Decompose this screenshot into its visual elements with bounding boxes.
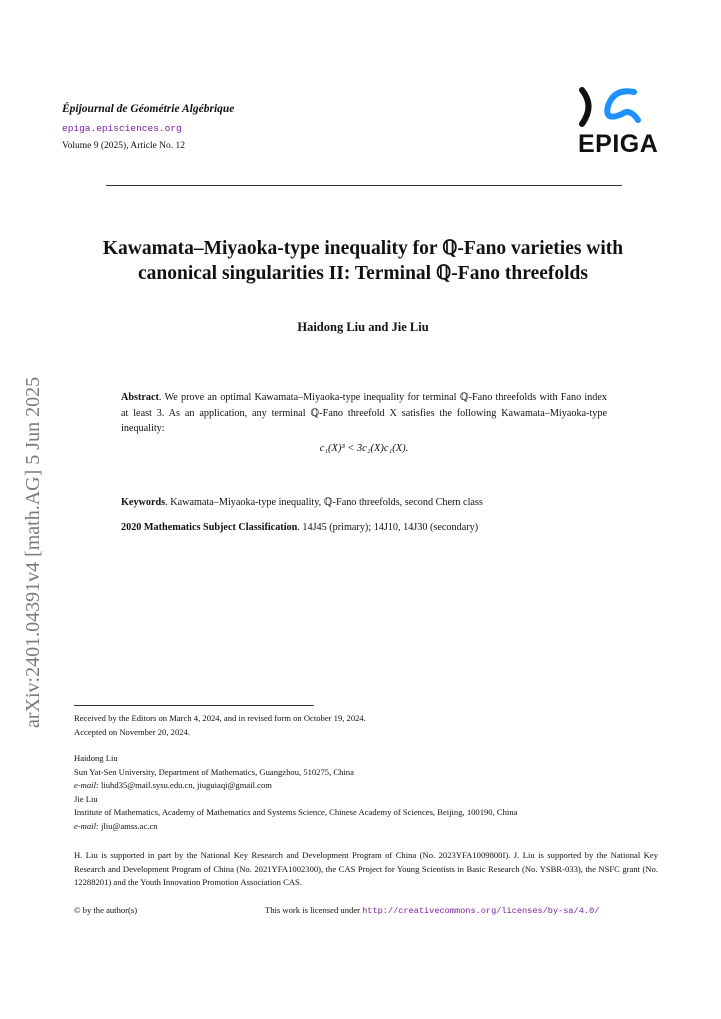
author2-name: Jie Liu: [74, 793, 98, 804]
author2-email-text: jliu@amss.ac.cn: [98, 820, 158, 831]
journal-url-link[interactable]: epiga.episciences.org: [62, 123, 182, 134]
abstract: [121, 390, 607, 437]
keywords: [121, 497, 641, 508]
title-line-1: Kawamata–Miyaoka-type inequality for ℚ-Fano varieties with: [102, 238, 624, 259]
license-line: [265, 904, 665, 919]
author-info: [74, 752, 658, 834]
journal-volume: Volume 9 (2025), Article No. 12: [62, 141, 186, 151]
license-text: This work is licensed under: [265, 905, 363, 915]
keywords-label: Keywords: [121, 497, 166, 508]
accepted-date: Accepted on November 20, 2024.: [74, 726, 190, 737]
author1-email: [74, 779, 658, 793]
abstract-formula: c₁(X)³ < 3c₂(X)c₁(X).: [319, 443, 409, 454]
epiga-logo: [578, 86, 660, 156]
author1-name: Haidong Liu: [74, 753, 118, 763]
abstract-text: . We prove an optimal Kawamata–Miyaoka-type inequality for terminal ℚ-Fano threefolds with Fano index at least 3. As an application, any terminal ℚ-Fano threefold X satisfies the following Kawamata–Miyaoka-type inequality:: [121, 392, 607, 434]
msc-classification: [121, 522, 641, 533]
epiga-logo-mark-icon: [578, 86, 660, 132]
author2-affiliation: Institute of Mathematics, Academy of Mathematics and Systems Science, Chinese Academy of Sciences, Beijing, 100190, China: [74, 807, 518, 818]
author2-email: [74, 820, 658, 834]
received-date: Received by the Editors on March 4, 2024, and in revised form on October 19, 2024.: [74, 713, 366, 723]
msc-text: . 14J45 (primary); 14J10, 14J30 (secondary): [297, 522, 479, 533]
title-line-2: canonical singularities II: Terminal ℚ-Fano threefolds: [138, 263, 588, 284]
paper-title: [40, 236, 686, 286]
email-label: e-mail:: [74, 780, 99, 791]
arxiv-stamp: arXiv:2401.04391v4 [math.AG] 5 Jun 2025: [22, 376, 44, 728]
copyright: © by the author(s): [74, 905, 138, 915]
author1-email-text: liuhd35@mail.sysu.edu.cn, jiuguiaqi@gmail.com: [98, 780, 272, 791]
epiga-logo-text: EPIGA: [578, 130, 659, 158]
footnote-divider: [74, 705, 314, 706]
authors: Haidong Liu and Jie Liu: [297, 320, 429, 334]
license-link[interactable]: http://creativecommons.org/licenses/by-sa/4.0/: [362, 906, 600, 916]
msc-label: 2020 Mathematics Subject Classification: [121, 522, 298, 533]
author1-affiliation: Sun Yat-Sen University, Department of Mathematics, Guangzhou, 510275, China: [74, 766, 354, 777]
keywords-text: . Kawamata–Miyaoka-type inequality, ℚ-Fano threefolds, second Chern class: [165, 497, 483, 508]
editorial-dates: [74, 712, 658, 739]
header-divider: [106, 185, 622, 186]
journal-name: Épijournal de Géométrie Algébrique: [62, 103, 235, 115]
abstract-label: Abstract: [121, 392, 159, 403]
email-label: e-mail:: [74, 820, 99, 831]
funding-note: H. Liu is supported in part by the National Key Research and Development Program of China (No. 2023YFA1009800I). J. Liu is supported by the National Key Research and Development Program of China (No. 2021YFA1002300), the CAS Project for Young Scientists in Basic Research (No. YSBR-033), the NSFC grant (No. 12288201) and the Youth Innovation Promotion Association CAS.: [74, 850, 658, 888]
